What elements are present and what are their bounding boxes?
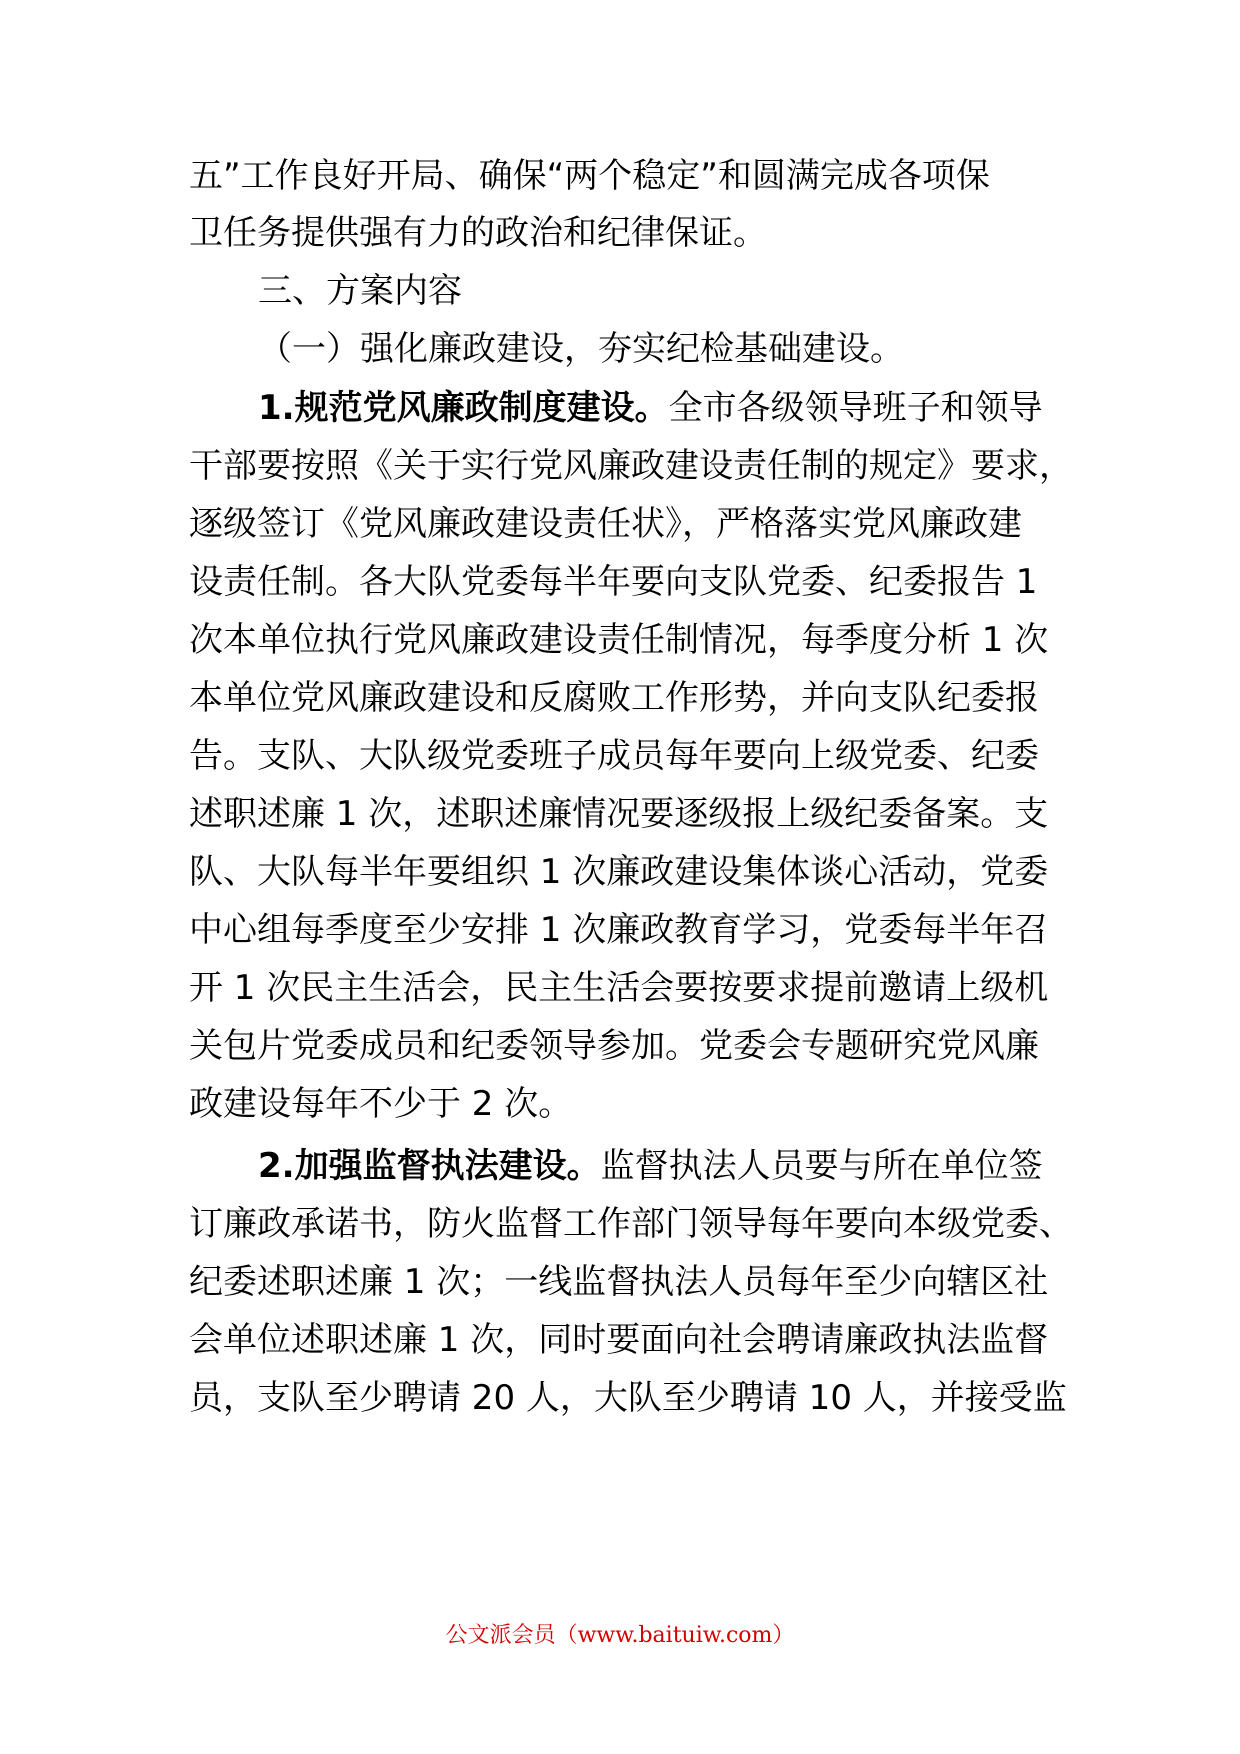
paragraph-line: 订廉政承诺书，防火监督工作部门领导每年要向本级党委、 xyxy=(189,1204,1073,1244)
paragraph-line: 会单位述职述廉 1 次，同时要面向社会聘请廉政执法监督 xyxy=(189,1320,1049,1360)
paragraph-line: 设责任制。各大队党委每半年要向支队党委、纪委报告 1 xyxy=(189,562,1038,602)
item2-heading: 2.加强监督执法建设。 xyxy=(258,1146,601,1186)
paragraph-line: 次本单位执行党风廉政建设责任制情况，每季度分析 1 次 xyxy=(189,620,1049,660)
paragraph-line: 干部要按照《关于实行党风廉政建设责任制的规定》要求， xyxy=(189,446,1073,486)
subsection-heading: （一）强化廉政建设，夯实纪检基础建设。 xyxy=(258,329,904,369)
item2-first-line xyxy=(258,1146,1043,1186)
paragraph-line: 述职述廉 1 次，述职述廉情况要逐级报上级纪委备案。支 xyxy=(189,794,1049,834)
item2-first-line-text: 监督执法人员要与所在单位签 xyxy=(600,1146,1043,1186)
paragraph-line: 卫任务提供强有力的政治和纪律保证。 xyxy=(189,213,767,253)
paragraph-line: 五”工作良好开局、确保“两个稳定”和圆满完成各项保 xyxy=(189,156,990,196)
paragraph-line: 关包片党委成员和纪委领导参加。党委会专题研究党风廉 xyxy=(189,1026,1039,1066)
section-heading: 三、方案内容 xyxy=(258,271,462,311)
footer-watermark: 公文派会员（www.baituiw.com） xyxy=(445,1623,795,1648)
paragraph-line: 逐级签订《党风廉政建设责任状》，严格落实党风廉政建 xyxy=(189,504,1022,544)
paragraph-line: 队、大队每半年要组织 1 次廉政建设集体谈心活动，党委 xyxy=(189,852,1049,892)
paragraph-line: 纪委述职述廉 1 次；一线监督执法人员每年至少向辖区社 xyxy=(189,1262,1049,1302)
paragraph-line: 中心组每季度至少安排 1 次廉政教育学习，党委每半年召 xyxy=(189,910,1049,950)
item1-heading: 1.规范党风廉政制度建设。 xyxy=(258,388,669,428)
paragraph-line: 员，支队至少聘请 20 人，大队至少聘请 10 人，并接受监 xyxy=(189,1378,1067,1418)
item1-first-line-text: 全市各级领导班子和领导 xyxy=(668,388,1043,428)
paragraph-line: 政建设每年不少于 2 次。 xyxy=(189,1084,573,1124)
paragraph-line: 开 1 次民主生活会，民主生活会要按要求提前邀请上级机 xyxy=(189,968,1049,1008)
paragraph-line: 本单位党风廉政建设和反腐败工作形势，并向支队纪委报 xyxy=(189,678,1039,718)
item1-first-line xyxy=(258,388,1043,428)
paragraph-line: 告。支队、大队级党委班子成员每年要向上级党委、纪委 xyxy=(189,736,1039,776)
